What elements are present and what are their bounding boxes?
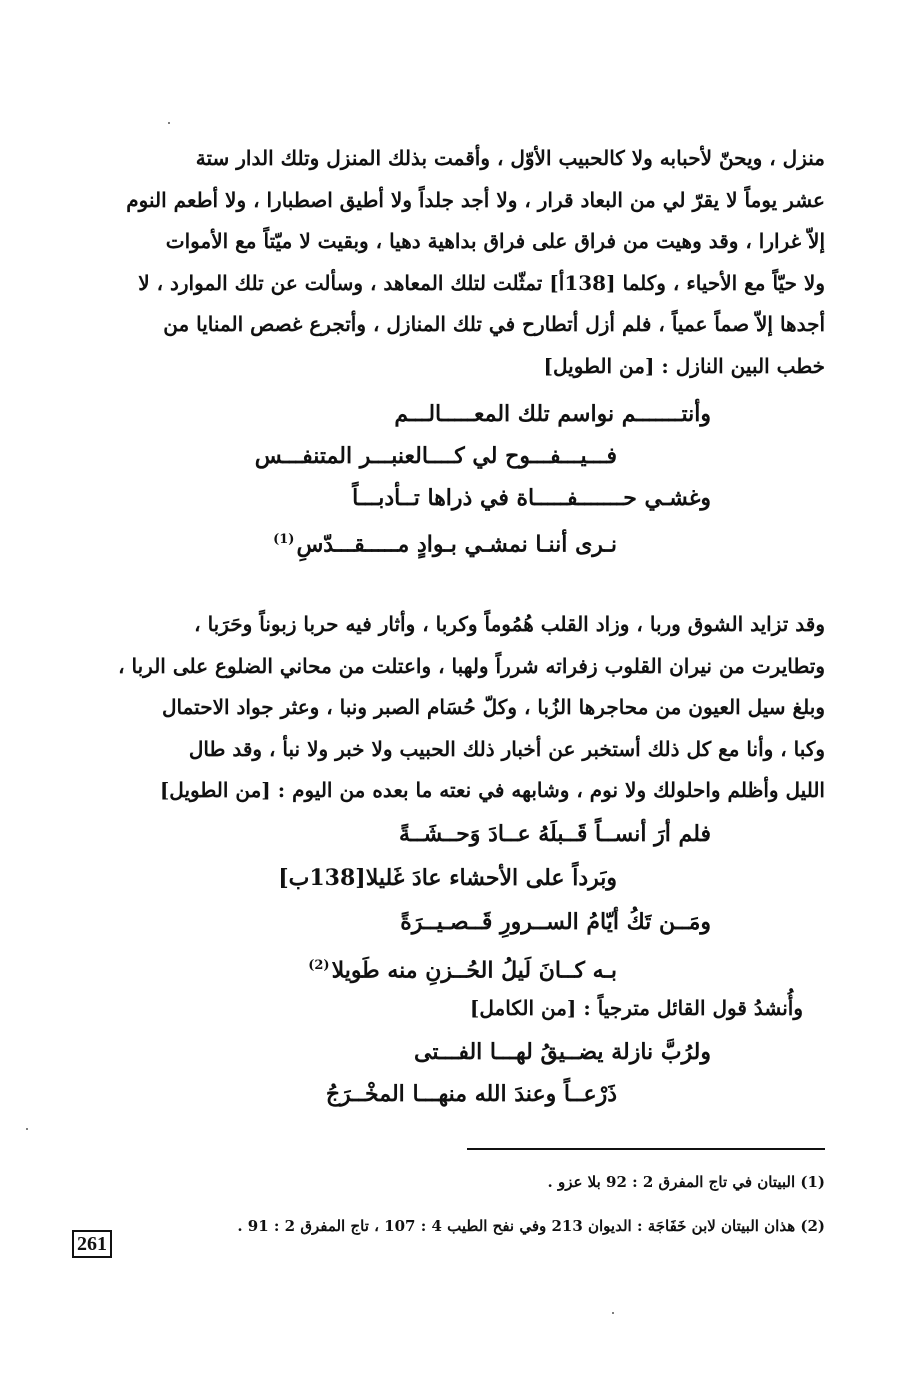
- footnote-1: (1) البيتان في تاج المفرق 2 : 92 بلا عزو .: [547, 1173, 825, 1191]
- paragraph-2-line: الليل وأظلم واحلولك ولا نوم ، وشابهه في نعته ما بعده من اليوم : [من الطويل]: [159, 778, 825, 803]
- paragraph-1-line: عشر يوماً لا يقرّ لي من البعاد قرار ، ولا أجد جلداً ولا أطيق اصطبارا ، ولا أطعم النوم: [126, 187, 825, 212]
- paragraph-2: [107, 604, 825, 812]
- poem-2-verse-text: بـه كــانَ لَيلُ الحُــزنِ منه طَويلا: [331, 957, 617, 984]
- footnote-2: (2) هذان البيتان لابن خَفَاجَة : الديوان 213 وفي نفح الطيب 4 : 107 ، تاج المفرق 2 : 91 .: [237, 1217, 825, 1235]
- paragraph-2-line: وقد تزايد الشوق وربا ، وزاد القلب هُمُوماً وكربا ، وأثار فيه حربا زبوناً وحَرَبا ،: [194, 612, 825, 636]
- footnote-divider: [467, 1148, 825, 1150]
- poem-1-verse-last: [273, 524, 617, 560]
- poem-3-verse: ولرُبَّ نازلة يضــيقُ لهـــا الفـــتى: [414, 1039, 711, 1065]
- scan-speck: [26, 1128, 28, 1130]
- poem-2-verse: ومَــن تَكُ أيّامُ الســرورِ قَــصـيــرَةً: [400, 909, 711, 935]
- page-number: 261: [72, 1230, 112, 1258]
- paragraph-1: [107, 138, 825, 388]
- poem-3-intro: وأُنشدُ قول القائل مترجياً : [من الكامل]: [469, 996, 803, 1020]
- poem-1-verse-text: نـرى أننـا نمشـي بـوادٍ مـــــقـــدّسِ: [296, 531, 617, 558]
- footnote-ref-2[interactable]: (2): [308, 958, 330, 973]
- paragraph-1-line: ولا حيّاً مع الأحياء ، وكلما [138أ] تمثّلت لتلك المعاهد ، وسألت عن تلك الموارد ، لا: [138, 270, 825, 295]
- scan-speck: [168, 122, 170, 124]
- poem-1-verse: وغشـي حـــــــفـــــاة في ذراها تــأدبـــاً: [352, 485, 711, 511]
- paragraph-2-line: وبلغ سيل العيون من محاجرها الزُبا ، وكلّ حُسَام الصبر ونبا ، وعثر جواد الاحتمال: [161, 695, 825, 720]
- paragraph-1-line: إلاّ غرارا ، وقد وهيت من فراق على فراق بداهية دهيا ، وبقيت لا ميّتاً مع الأموات: [165, 229, 825, 254]
- poem-2-verse-last: [308, 950, 617, 986]
- poem-2-verse: فلم أرَ أنســاً قَــبلَهُ عــادَ وَحــشَــةً: [399, 821, 711, 847]
- paragraph-1-line: خطب البين النازل : [من الطويل]: [543, 353, 825, 378]
- poem-2-verse: وبَرداً على الأحشاء عادَ غَليلا[138ب]: [278, 865, 617, 891]
- paragraph-2-line: وكبا ، وأنا مع كل ذلك أستخبر عن أخبار ذلك الحبيب ولا خبر ولا نبأ ، وقد طال: [188, 736, 825, 761]
- scan-speck: [612, 1312, 614, 1314]
- poem-1-verse: فـــيـــفـــوح لي كــــالعنبـــر المتنفـــس: [254, 443, 617, 469]
- paragraph-1-line: منزل ، ويحنّ لأحبابه ولا كالحبيب الأوّل ، وأقمت بذلك المنزل وتلك الدار ستة: [195, 146, 825, 170]
- poem-1-verse: وأنتـــــــم نواسم تلك المعـــــالـــم: [394, 401, 711, 427]
- footnote-ref-1[interactable]: (1): [273, 532, 295, 547]
- paragraph-2-line: وتطايرت من نيران القلوب زفراته شرراً ولهبا ، واعتلت من محاني الضلوع على الربا ،: [118, 653, 825, 678]
- poem-3-verse: ذَرْعــاً وعندَ الله منهـــا المخْــرَجُ: [325, 1081, 617, 1107]
- paragraph-1-line: أجدها إلاّ صماً عمياً ، فلم أزل أتطارح في تلك المنازل ، وأتجرع غصص المنايا من: [163, 312, 825, 337]
